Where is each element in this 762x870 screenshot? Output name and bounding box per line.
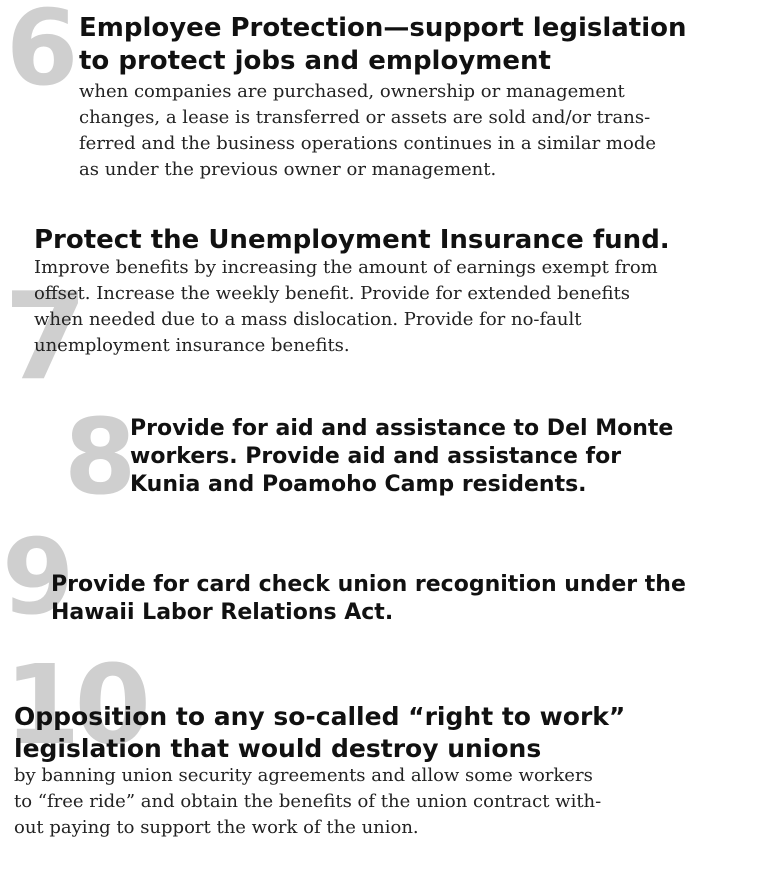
item-7-heading — [34, 224, 670, 257]
item-7-body-line-2: offset. Increase the weekly benefit. Provide for extended benefits — [34, 283, 630, 304]
item-9-heading-line-2: Hawaii Labor Relations Act. — [51, 600, 394, 625]
item-6 — [79, 12, 687, 183]
item-7-heading-line-1: Protect the Unemployment Insurance fund. — [34, 225, 670, 255]
item-number-7: 7 — [4, 268, 82, 407]
item-10-body-line-3: out paying to support the work of the union. — [14, 817, 419, 838]
item-10-heading-line-2: legislation that would destroy unions — [14, 734, 542, 763]
item-9-heading — [51, 571, 686, 627]
item-8-heading-line-3: Kunia and Poamoho Camp residents. — [130, 472, 587, 497]
item-6-body-line-2: changes, a lease is transferred or assets are sold and/or trans- — [79, 107, 651, 128]
item-6-heading-line-2: to protect jobs and employment — [79, 46, 551, 76]
item-10-body-line-2: to “free ride” and obtain the benefits of the union contract with- — [14, 791, 602, 812]
item-number-6: 6 — [6, 0, 73, 109]
item-10-body — [14, 763, 625, 841]
item-7 — [34, 224, 670, 359]
item-9 — [51, 571, 686, 627]
item-7-body — [34, 255, 670, 359]
item-7-body-line-1: Improve benefits by increasing the amount of earnings exempt from — [34, 257, 658, 278]
item-10-body-line-1: by banning union security agreements and allow some workers — [14, 765, 593, 786]
item-number-8: 8 — [64, 396, 131, 518]
item-6-heading — [79, 12, 687, 78]
item-6-body-line-1: when companies are purchased, ownership or management — [79, 81, 625, 102]
item-6-body-line-3: ferred and the business operations continues in a similar mode — [79, 133, 657, 154]
item-6-heading-line-1: Employee Protection—support legislation — [79, 13, 687, 43]
item-9-heading-line-1: Provide for card check union recognition under the — [51, 572, 686, 597]
item-10 — [14, 701, 625, 841]
item-8 — [130, 415, 673, 499]
item-6-body-line-4: as under the previous owner or management. — [79, 159, 497, 180]
item-8-heading — [130, 415, 673, 499]
item-8-heading-line-1: Provide for aid and assistance to Del Monte — [130, 416, 674, 441]
item-8-heading-line-2: workers. Provide aid and assistance for — [130, 444, 622, 469]
item-number-10: 10 — [4, 641, 146, 769]
item-10-heading — [14, 701, 625, 765]
item-6-body — [79, 79, 687, 183]
item-7-body-line-4: unemployment insurance benefits. — [34, 335, 350, 356]
item-10-heading-line-1: Opposition to any so-called “right to work” — [14, 702, 626, 731]
item-7-body-line-3: when needed due to a mass dislocation. Provide for no-fault — [34, 309, 582, 330]
item-number-9: 9 — [2, 516, 69, 638]
